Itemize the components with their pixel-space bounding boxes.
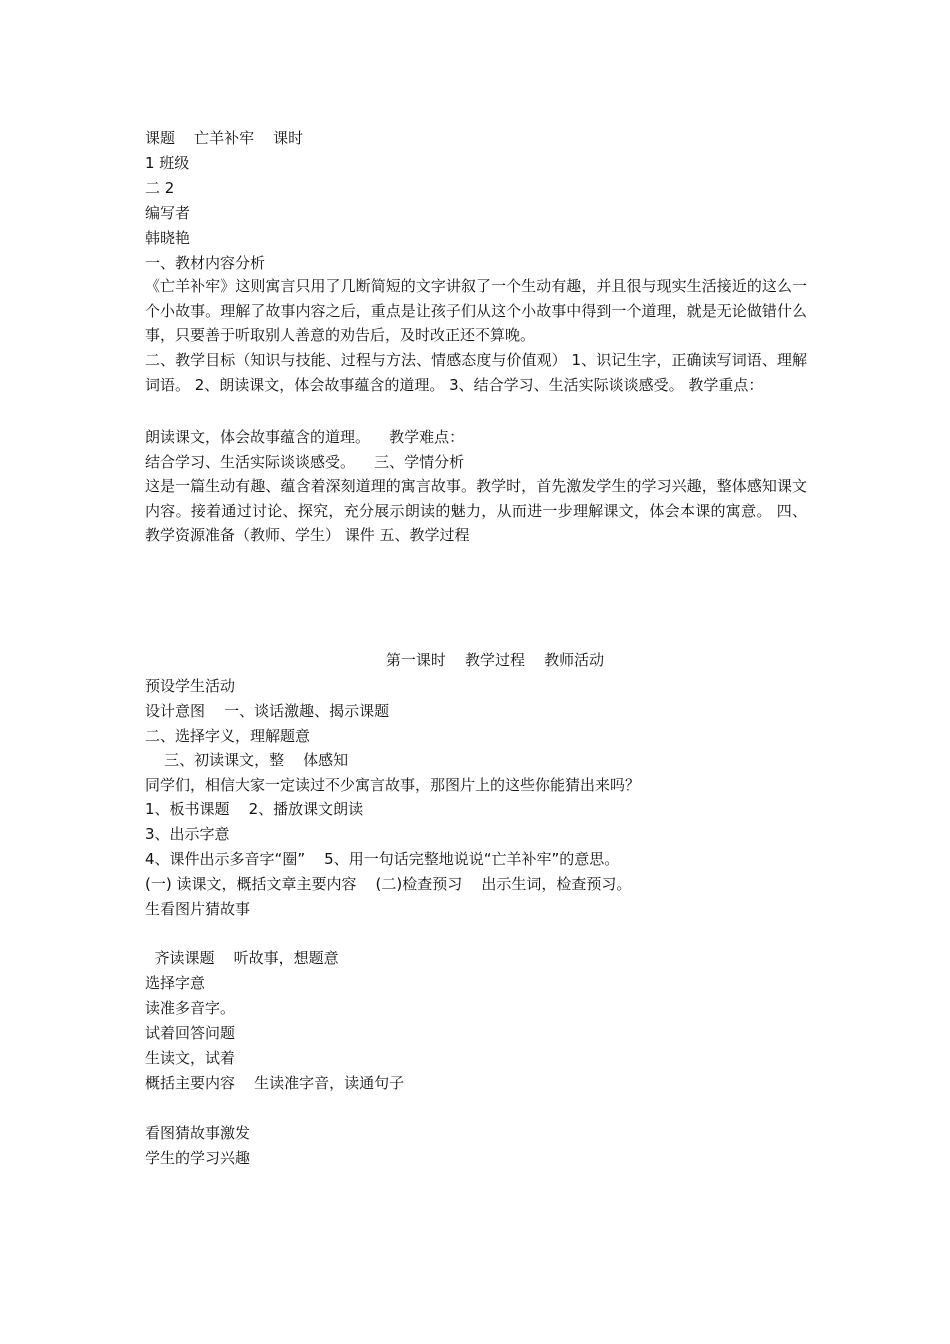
lesson-line: 生看图片猜故事 — [145, 900, 251, 918]
lesson-line: 4、课件出示多音字“圈” 5、用一句话完整地说说“亡羊补牢”的意思。 — [145, 850, 620, 868]
lesson-line: (一) 读课文，概括文章主要内容 (二)检查预习 出示生词，检查预习。 — [145, 875, 632, 893]
author-label-line: 编写者 — [145, 204, 191, 222]
lesson-line: 概括主要内容 生读准字音，读通句子 — [145, 1074, 405, 1092]
lesson-line: 设计意图 一、谈话激趣、揭示课题 — [145, 702, 390, 720]
lesson-line: 生读文，试着 — [145, 1049, 236, 1067]
lesson-line: 学生的学习兴趣 — [145, 1149, 251, 1167]
section2-difficulty-line: 结合学习、生活实际谈谈感受。 三、学情分析 — [145, 453, 465, 471]
lesson-line: 齐读课题 听故事，想题意 — [145, 949, 339, 967]
lesson-line: 1、板书课题 2、播放课文朗读 — [145, 800, 364, 818]
class-value-line: 二 2 — [145, 179, 175, 197]
lesson-line: 3、出示字意 — [145, 825, 230, 843]
class-label-line: 1 班级 — [145, 154, 190, 172]
lesson-line: 试着回答问题 — [145, 1024, 236, 1042]
course-title-line: 课题 亡羊补牢 课时 — [145, 129, 304, 147]
section1-heading: 一、教材内容分析 — [145, 254, 266, 272]
author-name-line: 韩晓艳 — [145, 229, 191, 247]
lesson-title: 第一课时 教学过程 教师活动 — [385, 651, 605, 669]
section1-paragraph: 《亡羊补牢》这则寓言只用了几断简短的文字讲叙了一个生动有趣，并且很与现实生活接近的这么一个小故事。理解了故事内容之后，重点是让孩子们从这个小故事中得到一个道理，就是无论做错什么事，只要善于听取别人善意的劝告后，及时改正还不算晚。 — [145, 277, 807, 344]
lesson-line: 同学们，相信大家一定读过不少寓言故事，那图片上的这些你能猜出来吗？ — [145, 776, 641, 794]
section2-key-point-line: 朗读课文，体会故事蕴含的道理。 教学难点： — [145, 428, 465, 446]
lesson-line: 二、选择字义，理解题意 — [145, 727, 311, 745]
lesson-line: 读准多音字。 — [145, 999, 236, 1017]
lesson-line: 预设学生活动 — [145, 677, 236, 695]
section3-paragraph: 这是一篇生动有趣、蕴含着深刻道理的寓言故事。教学时，首先激发学生的学习兴趣，整体感知课文内容。接着通过讨论、探究，充分展示朗读的魅力，从而进一步理解课文，体会本课的寓意。 四、教学资源准备（教师、学生） 课件 五、教学过程 — [145, 477, 807, 544]
section2-paragraph: 二、教学目标（知识与技能、过程与方法、情感态度与价值观） 1、识记生字，正确读写词语、理解词语。 2、朗读课文，体会故事蕴含的道理。 3、结合学习、生活实际谈谈感受。 教学重点： — [145, 351, 807, 394]
lesson-line: 选择字意 — [145, 974, 206, 992]
lesson-line: 看图猜故事激发 — [145, 1124, 251, 1142]
lesson-line: 三、初读课文，整 体感知 — [145, 751, 349, 769]
